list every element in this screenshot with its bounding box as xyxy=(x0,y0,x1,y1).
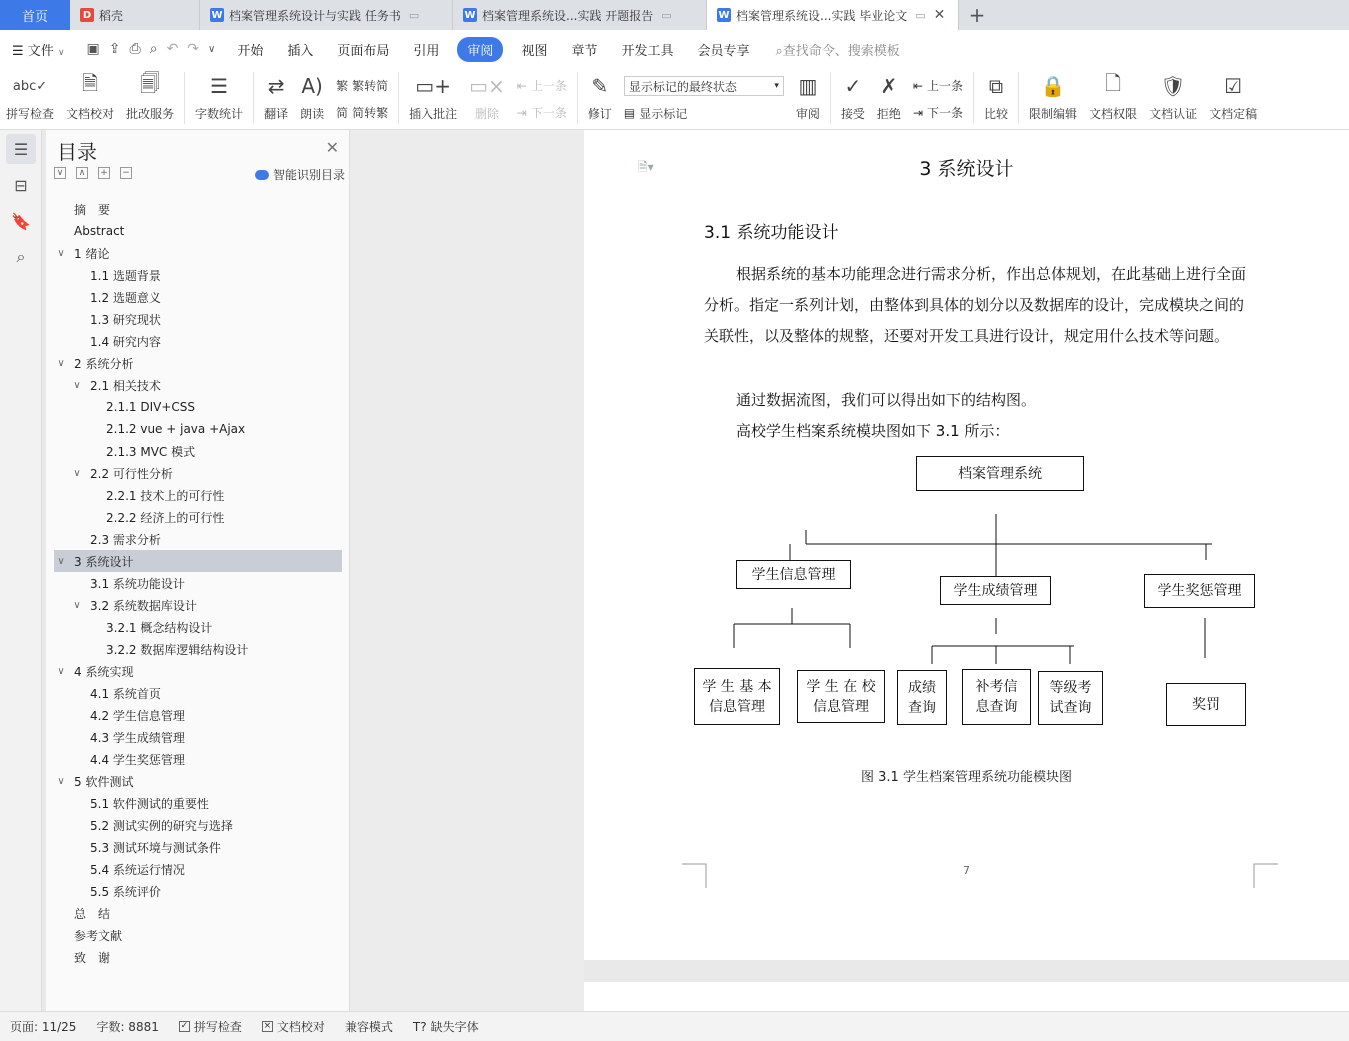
toc-pane xyxy=(46,130,350,1011)
toc-item[interactable] xyxy=(54,726,342,748)
toc-item[interactable] xyxy=(54,242,342,264)
toc-item-label: 1 绪论 xyxy=(74,246,110,261)
menu-references[interactable]: 引用 xyxy=(413,43,440,59)
cloud-icon: ▭ xyxy=(408,8,420,22)
translate-icon: ⇄ xyxy=(267,74,285,98)
toc-item-label: 2.1.1 DIV+CSS xyxy=(106,400,196,414)
hamburger-icon: ☰ xyxy=(12,43,28,59)
toc-item[interactable] xyxy=(54,880,342,902)
next-change-icon: ⇥ xyxy=(912,105,923,120)
word-count-icon: ☰ xyxy=(210,74,229,98)
tab-label: 档案管理系统设计与实践 任务书 xyxy=(229,8,401,23)
compare-icon: ⧉ xyxy=(988,74,1004,98)
toc-item-label: 1.1 选题背景 xyxy=(90,268,161,283)
toc-item[interactable] xyxy=(54,660,342,682)
markup-state-value: 显示标记的最终状态 xyxy=(628,79,737,94)
next-icon: ⇥ xyxy=(516,105,527,120)
compare-label: 比较 xyxy=(984,107,1009,121)
diagram-root-node: 档案管理系统 xyxy=(916,456,1084,491)
translate-button[interactable] xyxy=(258,72,294,122)
comment-icon: ▭+ xyxy=(415,74,451,98)
toc-item[interactable] xyxy=(54,836,342,858)
prev-change-icon: ⇤ xyxy=(912,78,923,93)
menu-review[interactable]: 审阅 xyxy=(457,37,503,62)
menu-member[interactable]: 会员专享 xyxy=(697,43,750,59)
next-comment-button[interactable] xyxy=(517,104,567,121)
collapse-all-icon[interactable]: ∨ xyxy=(54,167,66,179)
docer-icon: D xyxy=(80,8,94,22)
compare-button[interactable] xyxy=(978,72,1014,122)
toc-item-label: 5.3 测试环境与测试条件 xyxy=(90,840,221,855)
proofread-status-icon: × xyxy=(263,1021,272,1031)
expand-toggle-icon[interactable]: ∨ xyxy=(57,247,65,259)
doc-permission-button[interactable] xyxy=(1083,72,1143,122)
prev-change-button[interactable] xyxy=(913,77,963,94)
accept-button[interactable] xyxy=(835,72,871,122)
status-proofread[interactable] xyxy=(252,1018,335,1035)
add-icon[interactable]: + xyxy=(98,167,110,179)
figure-caption: 图 3.1 学生档案管理系统功能模块图 xyxy=(861,770,1072,785)
toc-item-label: 3.2 系统数据库设计 xyxy=(90,598,197,613)
delete-comment-label: 删除 xyxy=(474,107,499,121)
read-aloud-icon: A) xyxy=(301,74,323,98)
toc-item-label: 参考文献 xyxy=(74,928,123,943)
toc-item-label: 2.1.3 MVC 模式 xyxy=(106,444,196,459)
font-warning-icon: T? xyxy=(412,1019,427,1034)
tab-bar xyxy=(0,0,1349,30)
toc-item-label: 2.1.2 vue + java +Ajax xyxy=(106,422,246,436)
divider xyxy=(830,72,831,124)
toc-item-label: 5.1 软件测试的重要性 xyxy=(90,796,209,811)
proofread-label: 文档校对 xyxy=(66,107,115,121)
toc-item[interactable] xyxy=(54,220,342,242)
toc-item-label: 3.2.1 概念结构设计 xyxy=(106,620,213,635)
toc-item-label: 5.4 系统运行情况 xyxy=(90,862,185,877)
document-page xyxy=(584,130,1349,960)
cloud-icon: ▭ xyxy=(915,8,926,22)
track-changes-icon: ✎ xyxy=(591,74,609,98)
toc-item-label: 2.2 可行性分析 xyxy=(90,466,173,481)
translate-label: 翻译 xyxy=(264,107,289,121)
chevron-down-icon: ▾ xyxy=(774,81,779,92)
certify-icon: 🛡 xyxy=(1160,74,1186,98)
expand-toggle-icon[interactable]: ∨ xyxy=(57,555,65,567)
toc-pane-icon[interactable]: ☰ xyxy=(6,134,36,164)
toc-item[interactable] xyxy=(54,748,342,770)
page-number: 7 xyxy=(963,864,970,877)
toc-item[interactable] xyxy=(54,704,342,726)
expand-toggle-icon[interactable]: ∨ xyxy=(73,379,81,391)
spell-check-button[interactable] xyxy=(0,72,60,122)
toc-item-label: 2.2.1 技术上的可行性 xyxy=(106,488,225,503)
doc-certify-label: 文档认证 xyxy=(1149,107,1198,121)
remove-icon[interactable]: − xyxy=(120,167,132,179)
expand-toggle-icon[interactable]: ∨ xyxy=(73,467,81,479)
word-count-button[interactable] xyxy=(189,72,249,122)
expand-toggle-icon[interactable]: ∨ xyxy=(73,599,81,611)
cloud-icon: ▭ xyxy=(661,8,672,22)
tab-proposal[interactable] xyxy=(453,0,707,30)
toc-item-label: 4.4 学生奖惩管理 xyxy=(90,752,185,767)
word-doc-icon: W xyxy=(464,9,476,21)
restrict-editing-button[interactable] xyxy=(1023,72,1083,122)
menu-layout[interactable]: 页面布局 xyxy=(337,43,390,59)
tab-home[interactable]: 首页 xyxy=(0,0,70,30)
insert-comment-label: 插入批注 xyxy=(409,107,458,121)
toc-item-label: 4.2 学生信息管理 xyxy=(90,708,185,723)
menu-insert[interactable]: 插入 xyxy=(287,43,314,59)
next-change-button[interactable] xyxy=(913,104,963,121)
print-icon[interactable]: ⎙ xyxy=(129,41,141,57)
page-menu-icon[interactable]: 🗎▾ xyxy=(638,160,654,174)
review-pane-button[interactable] xyxy=(790,72,826,122)
diagram-node: 学生信息管理 xyxy=(736,560,851,589)
doc-permission-label: 文档权限 xyxy=(1089,107,1138,121)
status-spell-label: 拼写检查 xyxy=(193,1020,242,1034)
expand-toggle-icon[interactable]: ∨ xyxy=(57,665,65,677)
find-icon[interactable]: ⌕ xyxy=(16,247,26,266)
reject-label: 拒绝 xyxy=(876,107,901,121)
divider xyxy=(577,72,578,124)
spellcheck-icon: abc✓ xyxy=(12,78,48,94)
toc-item[interactable] xyxy=(54,902,342,924)
toc-item[interactable] xyxy=(54,506,342,528)
file-menu-label: 文件 xyxy=(27,43,54,59)
toc-item[interactable] xyxy=(54,264,342,286)
delete-comment-icon: ▭× xyxy=(469,74,505,98)
toc-item[interactable] xyxy=(54,638,342,660)
undo-icon[interactable]: ↶ xyxy=(166,41,179,57)
divider xyxy=(973,72,974,124)
print-preview-icon[interactable]: ⌕ xyxy=(149,41,158,57)
word-doc-icon: W xyxy=(718,9,730,21)
status-proof-label: 文档校对 xyxy=(276,1020,325,1034)
toc-item[interactable] xyxy=(54,792,342,814)
convert-icon: 繁 xyxy=(336,79,349,93)
diagram-node: 等级考 试查询 xyxy=(1038,671,1103,725)
review-pane-icon: ▥ xyxy=(798,74,818,98)
track-changes-label: 修订 xyxy=(587,107,612,121)
navigation-rail xyxy=(0,130,42,1011)
missing-font-button[interactable] xyxy=(403,1018,489,1035)
toc-item[interactable] xyxy=(54,924,342,946)
missing-font-label: 缺失字体 xyxy=(430,1020,479,1034)
tab-thesis[interactable] xyxy=(707,0,959,30)
toc-item-label: 5.5 系统评价 xyxy=(90,884,161,899)
quick-access-toolbar xyxy=(87,41,216,57)
menu-bar xyxy=(0,30,1349,68)
word-doc-icon: W xyxy=(211,9,223,21)
module-diagram-connectors xyxy=(584,130,1349,960)
markup-state-select[interactable] xyxy=(624,76,784,96)
toc-item-label: 4 系统实现 xyxy=(74,664,134,679)
diagram-node: 学生成绩管理 xyxy=(940,576,1051,605)
accept-icon: ✓ xyxy=(844,74,862,98)
diagram-node: 学 生 在 校 信息管理 xyxy=(797,670,885,723)
diagram-node: 学生奖惩管理 xyxy=(1144,574,1255,608)
reject-icon: ✗ xyxy=(880,74,898,98)
toc-item[interactable] xyxy=(54,528,342,550)
toc-tools xyxy=(54,167,132,179)
next-change-label: 下一条 xyxy=(927,106,964,120)
divider xyxy=(398,72,399,124)
toc-item[interactable] xyxy=(54,770,342,792)
close-tab-icon[interactable]: ✕ xyxy=(933,7,946,23)
toc-item[interactable] xyxy=(54,418,342,440)
chapter-title: 3 系统设计 xyxy=(919,158,1014,180)
insert-comment-button[interactable] xyxy=(403,72,463,122)
menu-start[interactable]: 开始 xyxy=(237,43,264,59)
accept-label: 接受 xyxy=(840,107,865,121)
lock-icon: 🔒 xyxy=(1040,74,1066,98)
toc-item-label: 总 结 xyxy=(74,906,111,921)
chinese-convert-group xyxy=(330,72,394,126)
chevron-down-icon: ∨ xyxy=(57,47,65,58)
convert-icon: 简 xyxy=(336,106,349,120)
toc-item-label: 5 软件测试 xyxy=(74,774,134,789)
toc-list xyxy=(54,198,342,968)
toc-item[interactable] xyxy=(54,858,342,880)
toc-item-label: 3 系统设计 xyxy=(74,554,134,569)
paragraph: 通过数据流图，我们可以得出如下的结构图。 xyxy=(736,391,1037,409)
toc-item[interactable] xyxy=(54,286,342,308)
simp-to-trad-button[interactable] xyxy=(336,104,388,121)
batch-label: 批改服务 xyxy=(126,107,175,121)
next-page xyxy=(584,982,1349,1011)
expand-all-icon[interactable]: ∧ xyxy=(76,167,88,179)
menu-chapter[interactable]: 章节 xyxy=(571,43,598,59)
toc-title: 目录 xyxy=(57,140,97,164)
doc-finalize-button[interactable] xyxy=(1203,72,1263,122)
diagram-node: 奖罚 xyxy=(1166,683,1246,726)
proofread-icon: 🗎 xyxy=(81,71,99,95)
toc-item[interactable] xyxy=(54,330,342,352)
tab-docer[interactable] xyxy=(70,0,200,30)
doc-certify-button[interactable] xyxy=(1143,72,1203,122)
divider xyxy=(184,72,185,124)
toc-item[interactable] xyxy=(54,946,342,968)
next-comment-label: 下一条 xyxy=(530,106,567,120)
review-ribbon xyxy=(0,68,1349,130)
diagram-node: 成绩 查询 xyxy=(897,670,947,725)
word-count-indicator[interactable]: 字数: 8881 xyxy=(96,1020,159,1034)
close-icon[interactable]: ✕ xyxy=(325,138,339,157)
expand-toggle-icon[interactable]: ∨ xyxy=(57,357,65,369)
show-markup-button[interactable] xyxy=(624,105,784,122)
toc-item-label: 致 谢 xyxy=(74,950,111,965)
smart-toc-label: 智能识别目录 xyxy=(272,168,345,182)
toc-item-label: 5.2 测试实例的研究与选择 xyxy=(90,818,233,833)
diagram-node: 补考信 息查询 xyxy=(962,669,1031,725)
toc-item[interactable] xyxy=(54,374,342,396)
new-tab-button[interactable]: + xyxy=(968,3,986,27)
toc-item-label: 4.1 系统首页 xyxy=(90,686,161,701)
tab-label: 档案管理系统设...实践 开题报告 xyxy=(482,8,654,23)
more-icon[interactable]: ∨ xyxy=(208,43,216,55)
command-search[interactable] xyxy=(776,40,900,59)
toc-item[interactable] xyxy=(54,462,342,484)
review-pane-label: 审阅 xyxy=(795,107,820,121)
chapter-nav-icon[interactable]: ⊟ xyxy=(14,175,28,195)
toc-item[interactable] xyxy=(54,682,342,704)
toc-item-label: 4.3 学生成绩管理 xyxy=(90,730,185,745)
toc-item[interactable] xyxy=(54,572,342,594)
toc-item-label: 1.2 选题意义 xyxy=(90,290,161,305)
toc-item[interactable] xyxy=(54,594,342,616)
toc-item[interactable] xyxy=(54,814,342,836)
toc-item-label: 2.2.2 经济上的可行性 xyxy=(106,510,225,525)
paragraph: 根据系统的基本功能理念进行需求分析，作出总体规划，在此基础上进行全面分析。指定一系列计划，由整体到具体的划分以及数据库的设计，完成模块之间的关联性，以及整体的规整，还要对开发工具进行设计，规定用什么技术等问题。 xyxy=(704,265,1247,345)
document-background xyxy=(350,130,584,1011)
toc-item-label: 1.4 研究内容 xyxy=(90,334,161,349)
search-icon: ⌕ xyxy=(775,43,783,59)
divider xyxy=(1018,72,1019,124)
doc-finalize-label: 文档定稿 xyxy=(1209,107,1258,121)
file-menu[interactable] xyxy=(0,40,77,59)
trad-to-simp-label: 繁转简 xyxy=(352,79,389,93)
page-indicator[interactable]: 页面: 11/25 xyxy=(10,1020,77,1034)
prev-icon: ⇤ xyxy=(516,78,527,93)
batch-service-button[interactable] xyxy=(120,72,180,122)
toc-item[interactable] xyxy=(54,550,342,572)
save-icon[interactable]: ▣ xyxy=(86,41,100,57)
search-placeholder: 查找命令、搜索模板 xyxy=(782,43,900,59)
track-changes-button[interactable] xyxy=(582,72,618,122)
doc-proofread-button[interactable] xyxy=(60,72,120,122)
markup-group xyxy=(618,72,790,126)
toc-item-label: 2 系统分析 xyxy=(74,356,134,371)
toc-item-label: 2.3 需求分析 xyxy=(90,532,161,547)
toc-item[interactable] xyxy=(54,396,342,418)
menu-view[interactable]: 视图 xyxy=(521,43,548,59)
section-title: 3.1 系统功能设计 xyxy=(704,223,839,243)
export-icon[interactable]: ⇪ xyxy=(108,41,121,57)
delete-comment-button[interactable] xyxy=(463,72,511,122)
read-aloud-button[interactable] xyxy=(294,72,330,122)
redo-icon[interactable]: ↷ xyxy=(187,41,200,57)
restrict-editing-label: 限制编辑 xyxy=(1029,107,1078,121)
status-spell-check[interactable] xyxy=(169,1018,252,1035)
toc-item[interactable] xyxy=(54,484,342,506)
trad-to-simp-button[interactable] xyxy=(336,77,388,94)
permission-icon: 🗋 xyxy=(1105,71,1122,95)
comment-nav-group xyxy=(511,72,573,126)
reject-button[interactable] xyxy=(871,72,907,122)
toc-item-label: 摘 要 xyxy=(74,202,111,217)
expand-toggle-icon[interactable]: ∨ xyxy=(57,775,65,787)
toc-item[interactable] xyxy=(54,308,342,330)
toc-item-label: 1.3 研究现状 xyxy=(90,312,161,327)
toc-item[interactable] xyxy=(54,352,342,374)
change-nav-group xyxy=(907,72,969,126)
word-count-label: 字数统计 xyxy=(195,107,244,121)
toc-item[interactable] xyxy=(54,616,342,638)
checkbox-icon: ✓ xyxy=(180,1021,189,1031)
show-markup-icon: ▤ xyxy=(623,106,636,121)
prev-comment-button[interactable] xyxy=(517,77,567,94)
menu-developer[interactable]: 开发工具 xyxy=(621,43,674,59)
tab-task-book[interactable] xyxy=(200,0,453,30)
toc-item[interactable] xyxy=(54,440,342,462)
finalize-icon: ☑ xyxy=(1224,74,1243,98)
compat-mode-indicator: 兼容模式 xyxy=(344,1020,393,1034)
show-markup-label: 显示标记 xyxy=(639,106,688,121)
tab-label: 档案管理系统设...实践 毕业论文 xyxy=(736,8,908,23)
divider xyxy=(253,72,254,124)
prev-comment-label: 上一条 xyxy=(530,79,567,93)
toc-item-label: 3.1 系统功能设计 xyxy=(90,576,185,591)
bookmark-icon[interactable]: 🔖 xyxy=(11,211,31,231)
smart-toc-icon xyxy=(255,170,269,180)
paragraph: 高校学生档案系统模块图如下 3.1 所示： xyxy=(736,422,1010,440)
prev-change-label: 上一条 xyxy=(927,79,964,93)
status-bar xyxy=(0,1011,1349,1041)
diagram-node: 学 生 基 本 信息管理 xyxy=(694,668,780,725)
batch-icon: 🗐 xyxy=(140,71,161,95)
smart-toc-button[interactable] xyxy=(255,166,345,183)
toc-item-label: Abstract xyxy=(74,224,125,238)
toc-item-label: 3.2.2 数据库逻辑结构设计 xyxy=(106,642,249,657)
spell-check-label: 拼写检查 xyxy=(6,107,55,121)
read-aloud-label: 朗读 xyxy=(300,107,325,121)
simp-to-trad-label: 简转繁 xyxy=(352,106,389,120)
toc-item[interactable] xyxy=(54,198,342,220)
toc-item-label: 2.1 相关技术 xyxy=(90,378,161,393)
tab-label: 稻壳 xyxy=(99,8,124,23)
